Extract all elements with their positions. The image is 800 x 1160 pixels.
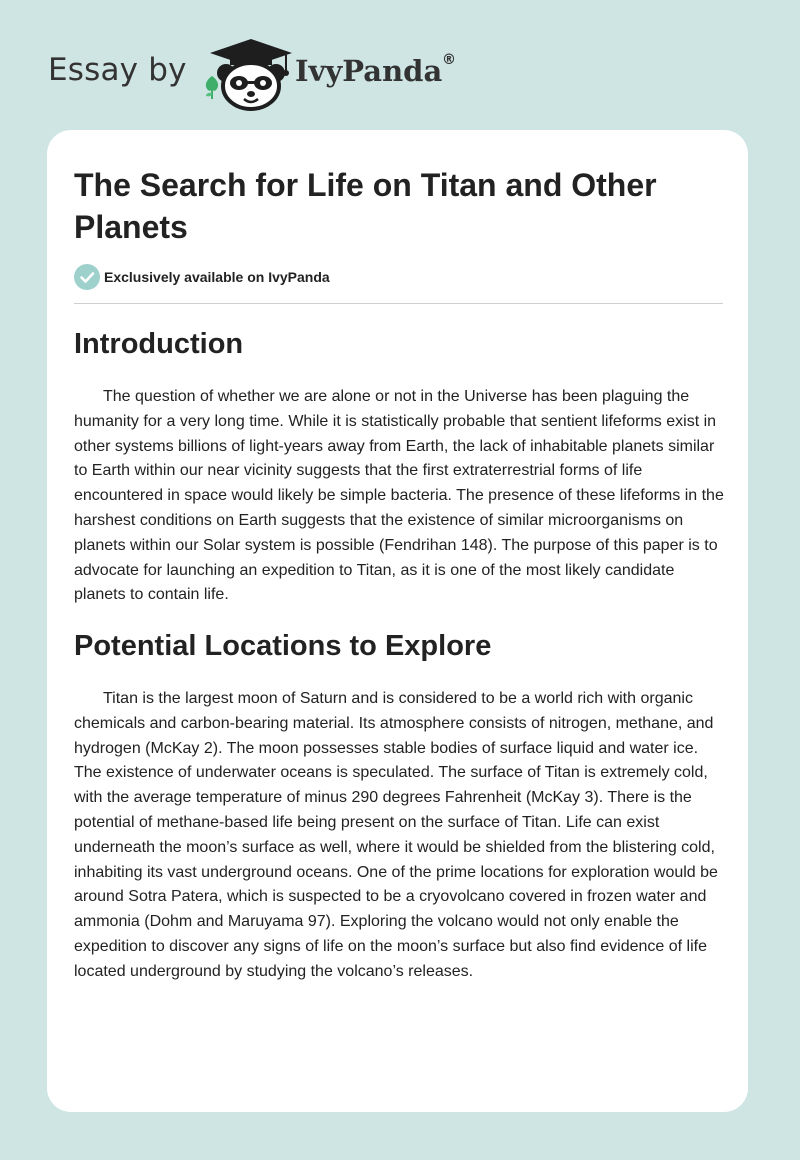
section-paragraph-introduction: The question of whether we are alone or not in the Universe has been plaguing the humanity for a very long time. While it is statistically probable that sentient lifeforms exist in other systems billions of light-years away from Earth, the lack of inhabitable planets similar to Earth within our near vicinity suggests that the first extraterrestrial forms of life encountered in space would likely be simple bacteria. The presence of these lifeforms in the harshest conditions on Earth suggests that the existence of similar microorganisms on planets within our Solar system is possible (Fendrihan 148). The purpose of this paper is to advocate for launching an expedition to Titan, as it is one of the most likely candidate planets to contain life. [74, 388, 724, 604]
page-title: The Search for Life on Titan and Other Planets [74, 167, 657, 245]
exclusive-badge [74, 264, 474, 290]
brand-name: IvyPanda [295, 54, 443, 88]
essay-card [47, 130, 748, 1112]
panda-graduate-icon [208, 37, 294, 111]
check-circle-icon [74, 264, 100, 290]
section-paragraph-potential-locations: Titan is the largest moon of Saturn and is considered to be a world rich with organic chemicals and carbon-bearing material. Its atmosphere consists of nitrogen, methane, and hydrogen (McKay 2). The moon possesses stable bodies of surface liquid and water ice. The existence of underwater oceans is speculated. The surface of Titan is extremely cold, with the average temperature of minus 290 degrees Fahrenheit (McKay 3). There is the potential of methane-based life being present on the surface of Titan. Life can exist underneath the moon’s surface as well, where it would be shielded from the blistering cold, inhabiting its vast underground oceans. One of the prime locations for exploration would be around Sotra Patera, which is suspected to be a cryovolcano covered in frozen water and ammonia (Dohm and Maruyama 97). Exploring the volcano would not only enable the expedition to discover any signs of life on the moon’s surface but also find evidence of life located underground by studying the volcano’s releases. [74, 690, 718, 980]
exclusive-badge-label: Exclusively available on IvyPanda [104, 269, 330, 285]
registered-mark: ® [442, 52, 456, 68]
essay-by-label: Essay by [48, 52, 187, 88]
section-heading-introduction: Introduction [74, 328, 244, 360]
divider [74, 303, 723, 304]
site-header [48, 34, 648, 114]
section-heading-potential-locations: Potential Locations to Explore [74, 630, 492, 662]
